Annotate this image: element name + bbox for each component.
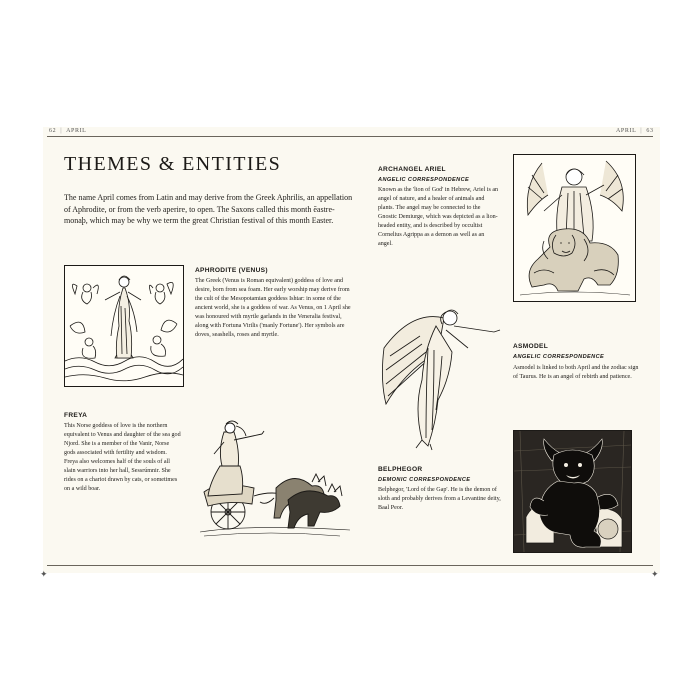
corner-star-left: ✦ [40,569,48,579]
left-running-head: APRIL [66,128,87,134]
freya-chariot-cats-illustration [190,420,358,540]
freya-text: This Norse goddess of love is the northern equivalent to Venus and daughter of the sea god Njord. She is a member of the Vanir, Norse gods associated with fertility and wisdom. Freya also welcomes half of the souls of all slain warriors into her hall, Sessrúmnir. She rides on a chariot drawn by cats, or sometimes on a wild boar. [64,423,181,492]
belphegor-text: Belphegor, 'Lord of the Gap'. He is the demon of sloth and probably derives from a Levantine deity, Baal Peor. [378,487,501,511]
horned-demon-illustration [513,430,632,553]
right-page-number: 63 [646,128,654,134]
footer-rule [47,565,653,566]
aphrodite-with-cherubs-illustration [64,265,184,387]
ariel-heading: ARCHANGEL ARIEL [378,166,446,173]
asmodel-subheading: ANGELIC CORRESPONDENCE [513,354,605,360]
page-title: THEMES & ENTITIES [64,153,282,175]
intro-paragraph: The name April comes from Latin and may derive from the Greek Aphrilis, an appellation of Aphrodite, or from the verb aperire, to open. The Saxons called this month ēastre-monaþ, which may be why we term the great Christian festival of this month Easter. [64,193,353,225]
asmodel-text: Asmodel is linked to both April and the zodiac sign of Taurus. He is an angel of rebirth and patience. [513,365,639,380]
left-folio: 62 | APRIL [49,128,87,134]
aphrodite-text: The Greek (Venus is Roman equivalent) goddess of love and desire, born from sea foam. Her early worship may derive from the cult of the Mesopotamian goddess Ishtar: in some of the ancient world, she is a goddess of war. As Venus, on 1 April she was honoured with myrtle garlands in the Veneralia festival, along with Fortuna Virilis ('manly Fortune'). Her symbols are doves, seashells, roses and myrtle. [195,278,351,338]
right-folio: APRIL | 63 [616,128,654,134]
corner-star-right: ✦ [651,569,659,579]
asmodel-heading: ASMODEL [513,343,549,350]
right-running-head: APRIL [616,128,637,134]
angel-with-lion-illustration [513,154,636,302]
belphegor-heading: BELPHEGOR [378,466,423,473]
ariel-text: Known as the 'lion of God' in Hebrew, Ariel is an angel of nature, and a healer of animals and plants. The angel may be connected to the Gnostic Demiurge, which was depicted as a lion-headed entity, and is described by occultist Cornelius Agrippa as a demon as well as an angel. [378,187,499,247]
belphegor-subheading: DEMONIC CORRESPONDENCE [378,477,471,483]
freya-heading: FREYA [64,412,88,419]
aphrodite-heading: APHRODITE (VENUS) [195,267,268,274]
left-page-number: 62 [49,128,57,134]
flying-angel-illustration [376,300,508,452]
header-rule [47,136,653,137]
ariel-subheading: ANGELIC CORRESPONDENCE [378,177,470,183]
